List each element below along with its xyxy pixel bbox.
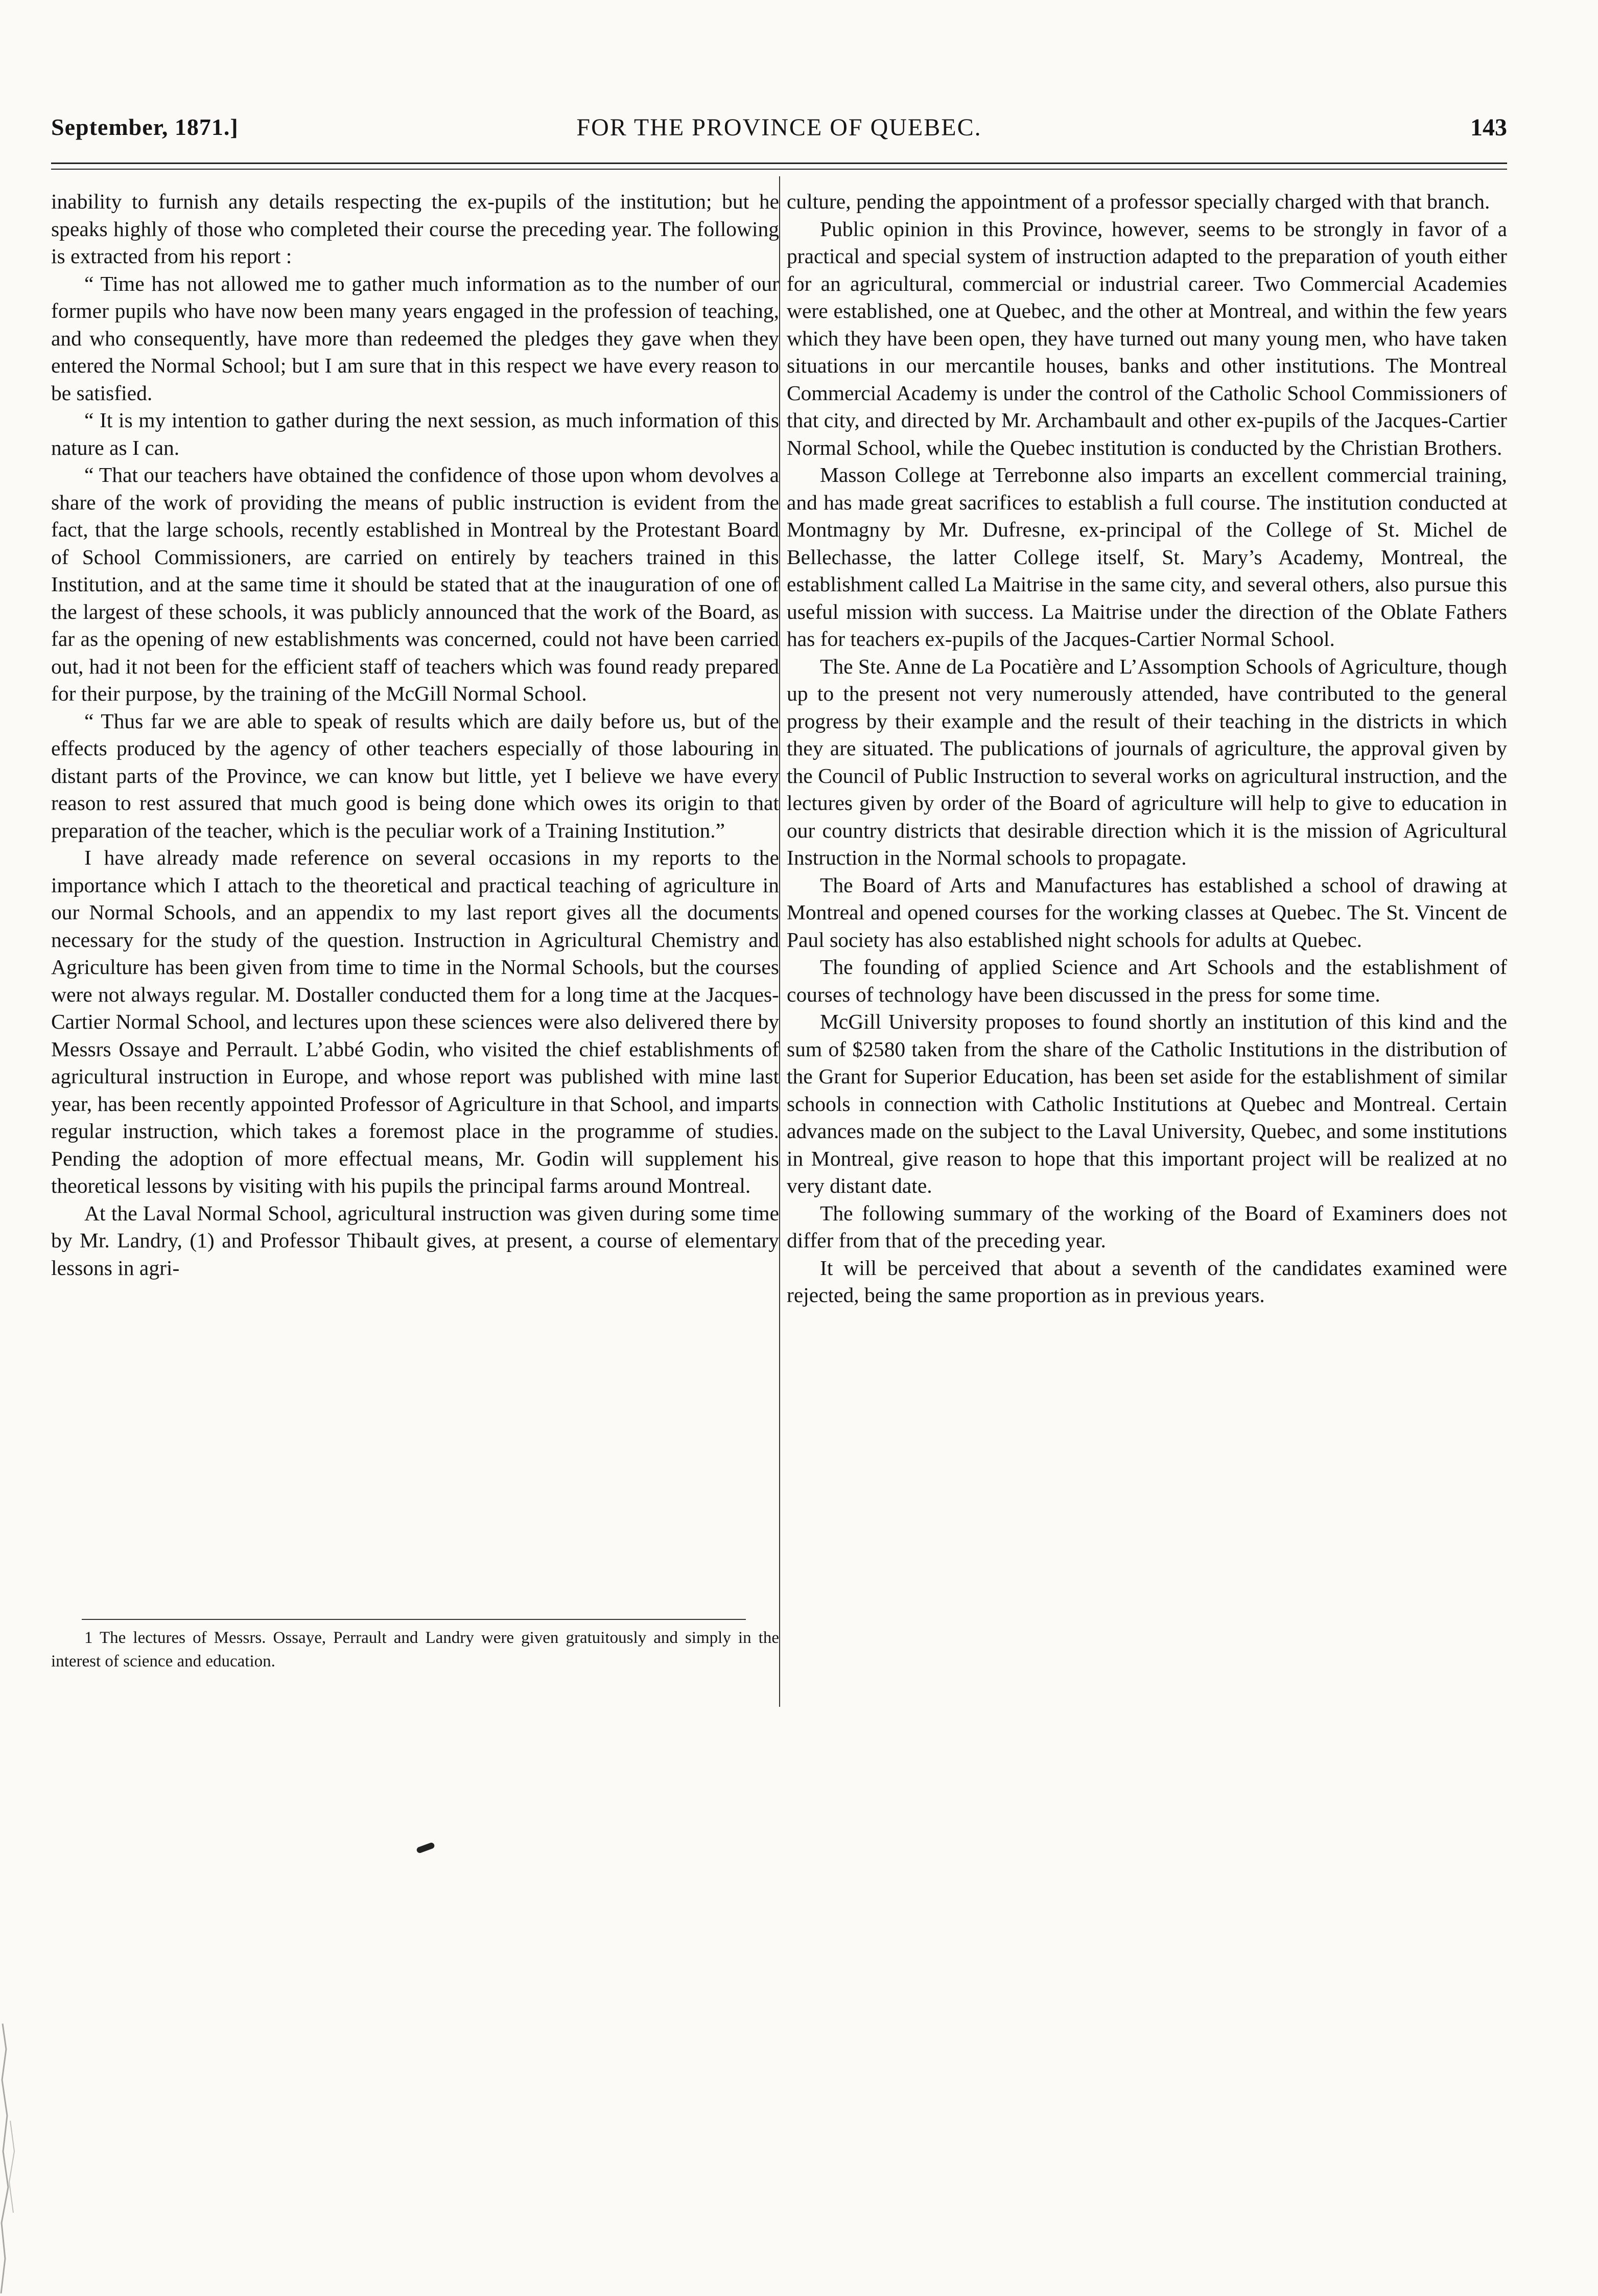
column-divider <box>779 176 780 1707</box>
paragraph: The founding of applied Science and Art Schools and the establishment of courses of technology have been discussed in the press for some time. <box>787 955 1507 1006</box>
running-header <box>51 113 1507 149</box>
page-edge-specks <box>0 2019 31 2293</box>
paragraph: The Board of Arts and Manufactures has established a school of drawing at Montreal and opened courses for the working classes at Quebec. The St. Vincent de Paul society has also established night schools for adults at Quebec. <box>787 873 1507 952</box>
paragraph: inability to furnish any details respecting the ex-pupils of the institution; but he speaks highly of those who completed their course the preceding year. The following is extracted from his report : <box>51 190 779 268</box>
header-rule-thick <box>51 163 1507 164</box>
paragraph: It will be perceived that about a seventh of the candidates examined were rejected, being the same proportion as in previous years. <box>787 1256 1507 1307</box>
paragraph: “ Time has not allowed me to gather much information as to the number of our former pupils who have now been many years engaged in the profession of teaching, and who consequently, have more than redeemed the pledges they gave when they entered the Normal School; but I am sure that in this respect we have every reason to be satisfied. <box>51 271 779 405</box>
paragraph: The Ste. Anne de La Pocatière and L’Assomption Schools of Agriculture, though up to the present not very numerously attended, have contributed to the general progress by their example and the result of their teaching in the districts in which they are situated. The publications of journals of agriculture, the approval given by the Council of Public Instruction to several works on agricultural instruction, and the lectures given by order of the Board of agriculture will help to give to education in our country districts that desirable direction which it is the mission of Agricultural Instruction in the Normal schools to propagate. <box>787 654 1507 869</box>
footnote <box>51 1626 779 1673</box>
paragraph: At the Laval Normal School, agricultural instruction was given during some time by Mr. Landry, (1) and Professor Thibault gives, at present, a course of elementary lessons in agri- <box>51 1201 779 1280</box>
paragraph: The following summary of the working of the Board of Examiners does not differ from that of the preceding year. <box>787 1201 1507 1252</box>
footnote-rule <box>82 1619 746 1620</box>
left-column <box>51 188 779 1282</box>
ink-mark <box>416 1842 435 1854</box>
page-number: 143 <box>1470 114 1507 141</box>
paragraph: culture, pending the appointment of a professor specially charged with that branch. <box>787 190 1490 213</box>
header-date: September, 1871.] <box>51 114 239 140</box>
paragraph: McGill University proposes to found shortly an institution of this kind and the sum of $2580 taken from the share of the Catholic Institutions in the distribution of the Grant for Superior Education, has been set aside for the establishment of similar schools in connection with Catholic Institutions at Quebec and Montreal. Certain advances made on the subject to the Laval University, Quebec, and some institutions in Montreal, give reason to hope that this important project will be realized at no very distant date. <box>787 1010 1507 1197</box>
paragraph: I have already made reference on several occasions in my reports to the importance which I attach to the theoretical and practical teaching of agriculture in our Normal Schools, and an appendix to my last report gives all the documents necessary for the study of the question. Instruction in Agricultural Chemistry and Agriculture has been given from time to time in the Normal Schools, but the courses were not always regular. M. Dostaller conducted them for a long time at the Jacques-Cartier Normal School, and lectures upon these sciences were also delivered there by Messrs Ossaye and Perrault. L’abbé Godin, who visited the chief establishments of agricultural instruction in Europe, and whose report was published with mine last year, has been recently appointed Professor of Agriculture in that School, and imparts regular instruction, which takes a foremost place in the programme of studies. Pending the adoption of more effectual means, Mr. Godin will supplement his theoretical lessons by visiting with his pupils the principal farms around Montreal. <box>51 846 779 1197</box>
paragraph: “ Thus far we are able to speak of results which are daily before us, but of the effects produced by the agency of other teachers especially of those labouring in distant parts of the Province, we can know but little, yet I believe we have every reason to rest assured that much good is being done which owes its origin to that preparation of the teacher, which is the peculiar work of a Training Institution.” <box>51 709 779 842</box>
paragraph: Public opinion in this Province, however, seems to be strongly in favor of a practical and special system of instruction adapted to the preparation of youth either for an agricultural, commercial or industrial career. Two Commercial Academies were established, one at Quebec, and the other at Montreal, and within the few years which they have been open, they have turned out many young men, who have taken situations in our mercantile houses, banks and other institutions. The Montreal Commercial Academy is under the control of the Catholic School Commissioners of that city, and directed by Mr. Archambault and other ex-pupils of the Jacques-Cartier Normal School, while the Quebec institution is conducted by the Christian Brothers. <box>787 217 1507 459</box>
right-column <box>787 188 1507 1309</box>
header-title: FOR THE PROVINCE OF QUEBEC. <box>576 114 982 141</box>
footnote-text: 1 The lectures of Messrs. Ossaye, Perrault and Landry were given gratuitously and simply in the interest of science and education. <box>51 1629 779 1671</box>
paragraph: Masson College at Terrebonne also imparts an excellent commercial training, and has made great sacrifices to establish a full course. The institution conducted at Montmagny by Mr. Dufresne, ex-principal of the College of St. Michel de Bellechasse, the latter College itself, St. Mary’s Academy, Montreal, the establishment called La Maitrise in the same city, and several others, also pursue this useful mission with success. La Maitrise under the direction of the Oblate Fathers has for teachers ex-pupils of the Jacques-Cartier Normal School. <box>787 463 1507 651</box>
paragraph: “ That our teachers have obtained the confidence of those upon whom devolves a share of the work of providing the means of public instruction is evident from the fact, that the large schools, recently established in Montreal by the Protestant Board of School Commissioners, are carried on entirely by teachers trained in this Institution, and at the same time it should be stated that at the inauguration of one of the largest of these schools, it was publicly announced that the work of the Board, as far as the opening of new establishments was concerned, could not have been carried out, had it not been for the efficient staff of teachers which was found ready prepared for their purpose, by the training of the McGill Normal School. <box>51 463 779 705</box>
paragraph: “ It is my intention to gather during the next session, as much information of this nature as I can. <box>51 408 779 459</box>
header-rule-thin <box>51 169 1507 170</box>
